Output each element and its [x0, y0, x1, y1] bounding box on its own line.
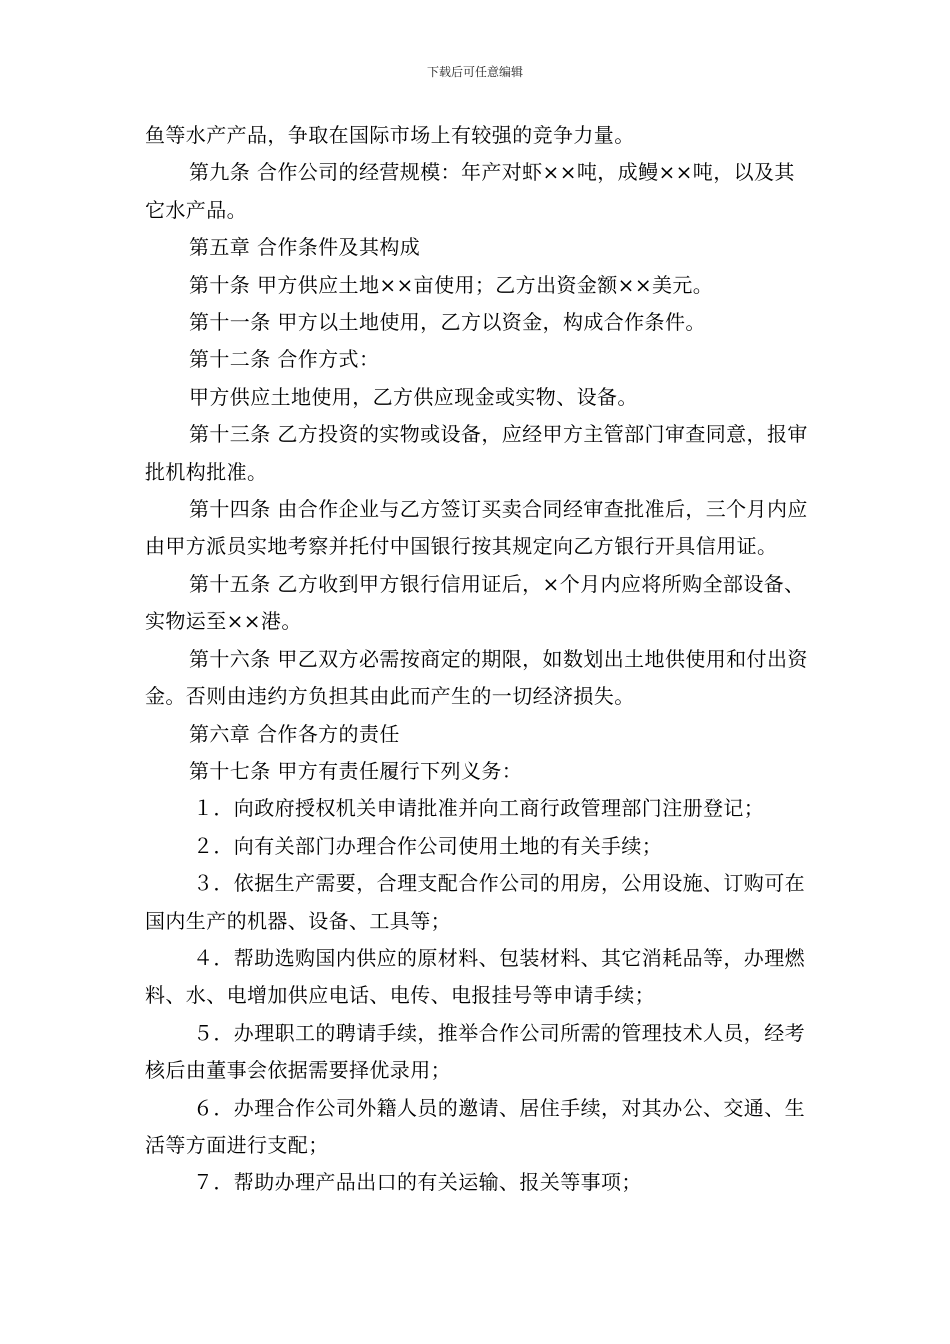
- article-13: 第十三条 乙方投资的实物或设备，应经甲方主管部门审查同意，报审批机构批准。: [145, 422, 808, 484]
- document-body: [145, 117, 810, 1202]
- article-17: 第十七条 甲方有责任履行下列义务：: [189, 758, 523, 783]
- article-10: 第十条 甲方供应土地××亩使用；乙方出资金额××美元。: [189, 272, 714, 297]
- page-header-note: 下载后可任意编辑: [426, 65, 523, 79]
- article-9: 第九条 合作公司的经营规模：年产对虾××吨，成鳗××吨，以及其它水产品。: [145, 160, 795, 222]
- article-16: 第十六条 甲乙双方必需按商定的期限，如数划出土地供使用和付出资金。否则由违约方负担其由此而产生的一切经济损失。: [145, 646, 808, 709]
- list-item: ６．办理合作公司外籍人员的邀请、居住手续，对其办公、交通、生活等方面进行支配；: [145, 1095, 805, 1157]
- article-14: 第十四条 由合作企业与乙方签订买卖合同经审查批准后，三个月内应由甲方派员实地考察并托付中国银行按其规定向乙方银行开具信用证。: [145, 497, 808, 559]
- list-item: ４．帮助选购国内供应的原材料、包装材料、其它消耗品等，办理燃料、水、电增加供应电话、电传、电报挂号等申请手续；: [145, 945, 805, 1008]
- paragraph: 甲方供应土地使用，乙方供应现金或实物、设备。: [189, 384, 638, 409]
- article-12: 第十二条 合作方式：: [189, 347, 380, 372]
- list-item: ５．办理职工的聘请手续，推举合作公司所需的管理技术人员，经考核后由董事会依据需要择优录用；: [145, 1020, 805, 1083]
- list-item: ２．向有关部门办理合作公司使用土地的有关手续；: [193, 833, 663, 858]
- list-item: ７．帮助办理产品出口的有关运输、报关等事项；: [193, 1170, 642, 1195]
- paragraph: 鱼等水产产品，争取在国际市场上有较强的竞争力量。: [145, 123, 635, 147]
- chapter-6-heading: 第六章 合作各方的责任: [189, 721, 400, 746]
- chapter-5-heading: 第五章 合作条件及其构成: [189, 235, 421, 260]
- list-item: ３．依据生产需要，合理支配合作公司的用房，公用设施、订购可在国内生产的机器、设备、工具等；: [145, 871, 805, 933]
- list-item: １．向政府授权机关申请批准并向工商行政管理部门注册登记；: [193, 796, 765, 821]
- article-11: 第十一条 甲方以土地使用，乙方以资金，构成合作条件。: [189, 310, 706, 335]
- article-15: 第十五条 乙方收到甲方银行信用证后，×个月内应将所购全部设备、实物运至××港。: [145, 571, 805, 634]
